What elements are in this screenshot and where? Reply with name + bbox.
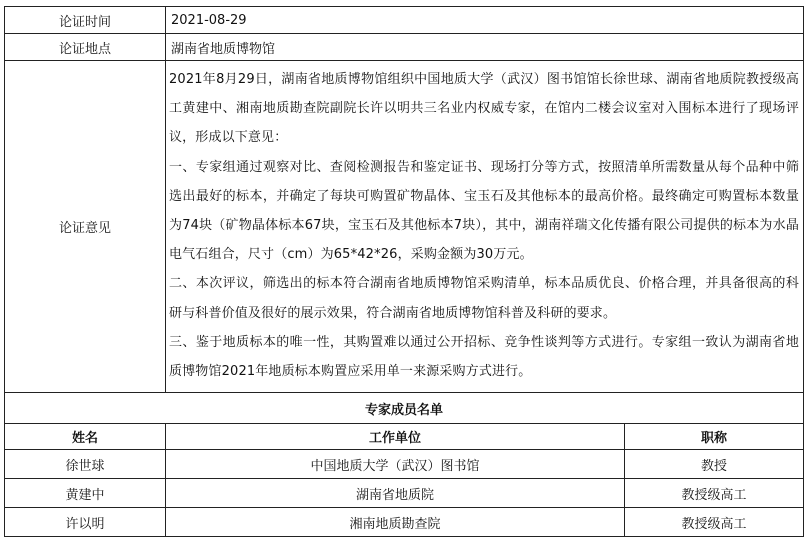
review-time-label: 论证时间	[5, 7, 166, 34]
expert-title: 教授级高工	[625, 508, 804, 537]
expert-column-header-row	[5, 424, 804, 450]
expert-name: 黄建中	[5, 479, 166, 508]
expert-title: 教授级高工	[625, 479, 804, 508]
review-opinion-label: 论证意见	[5, 61, 166, 393]
table-row	[5, 479, 804, 508]
review-time-row	[5, 7, 804, 34]
opinion-paragraph-2: 二、本次评议，筛选出的标本符合湖南省地质博物馆采购清单，标本品质优良、价格合理，并具备很高的科研与科普价值及很好的展示效果，符合湖南省地质博物馆科普及科研的要求。	[169, 276, 799, 321]
table-row	[5, 450, 804, 479]
expert-list-title: 专家成员名单	[5, 393, 804, 424]
expert-unit: 湖南省地质院	[166, 479, 625, 508]
column-header-unit: 工作单位	[166, 424, 625, 450]
review-opinion-text	[166, 61, 804, 393]
expert-title: 教授	[625, 450, 804, 479]
expert-unit: 中国地质大学（武汉）图书馆	[166, 450, 625, 479]
column-header-title: 职称	[625, 424, 804, 450]
table-row	[5, 508, 804, 537]
expert-review-table	[4, 6, 804, 537]
expert-unit: 湘南地质勘查院	[166, 508, 625, 537]
expert-name: 许以明	[5, 508, 166, 537]
opinion-paragraph-intro: 2021年8月29日，湖南省地质博物馆组织中国地质大学（武汉）图书馆馆长徐世球、湖南省地质院教授级高工黄建中、湘南地质勘查院副院长许以明共三名业内权威专家，在馆内二楼会议室对入围标本进行了现场评议，形成以下意见：	[169, 72, 799, 146]
expert-list-title-row	[5, 393, 804, 424]
review-opinion-row	[5, 61, 804, 393]
expert-name: 徐世球	[5, 450, 166, 479]
column-header-name: 姓名	[5, 424, 166, 450]
review-place-label: 论证地点	[5, 34, 166, 61]
opinion-paragraph-1: 一、专家组通过观察对比、查阅检测报告和鉴定证书、现场打分等方式，按照清单所需数量从每个品种中筛选出最好的标本，并确定了每块可购置矿物晶体、宝玉石及其他标本的最高价格。最终确定可购置标本数量为74块（矿物晶体标本67块，宝玉石及其他标本7块），其中，湖南祥瑞文化传播有限公司提供的标本为水晶电气石组合，尺寸（cm）为65*42*26，采购金额为30万元。	[169, 159, 799, 263]
opinion-paragraph-3: 三、鉴于地质标本的唯一性，其购置难以通过公开招标、竞争性谈判等方式进行。专家组一致认为湖南省地质博物馆2021年地质标本购置应采用单一来源采购方式进行。	[169, 334, 799, 380]
review-place-row	[5, 34, 804, 61]
review-place-value: 湖南省地质博物馆	[166, 34, 804, 61]
review-time-value: 2021-08-29	[166, 7, 804, 34]
